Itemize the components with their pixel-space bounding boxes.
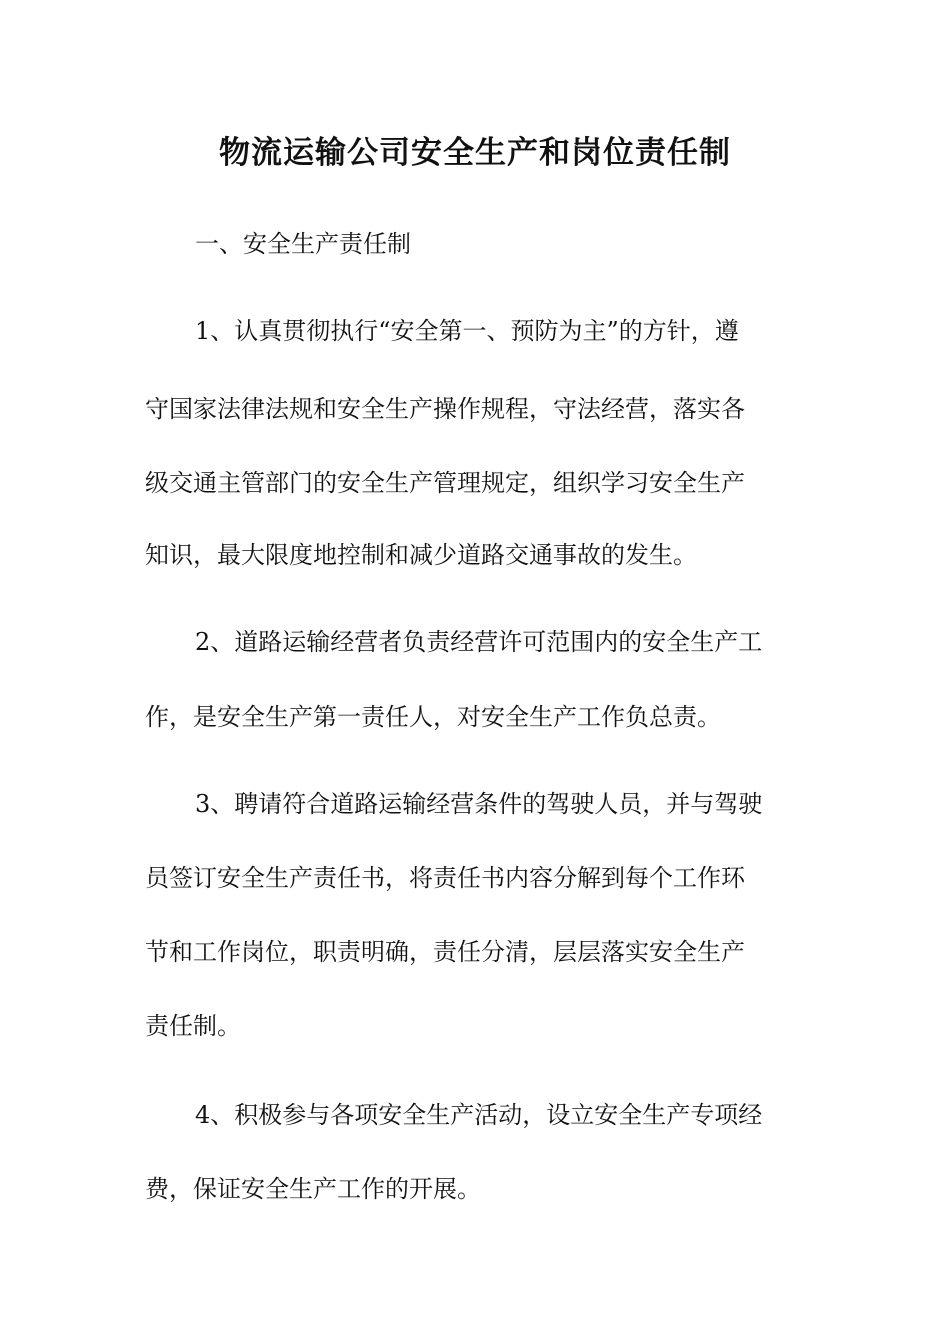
paragraph-2-line-2: 作，是安全生产第一责任人，对安全生产工作负总责。 bbox=[145, 703, 721, 731]
paragraph-3-line-4: 责任制。 bbox=[145, 1012, 241, 1040]
paragraph-4-line-2: 费，保证安全生产工作的开展。 bbox=[145, 1175, 481, 1203]
paragraph-1-line-1: 1、认真贯彻执行“安全第一、预防为主”的方针，遵 bbox=[195, 317, 739, 345]
paragraph-3-line-2: 员签订安全生产责任书，将责任书内容分解到每个工作环 bbox=[145, 864, 745, 892]
paragraph-3-line-3: 节和工作岗位，职责明确，责任分清，层层落实安全生产 bbox=[145, 938, 745, 966]
document-title: 物流运输公司安全生产和岗位责任制 bbox=[219, 135, 731, 171]
paragraph-3-line-1: 3、聘请符合道路运输经营条件的驾驶人员，并与驾驶 bbox=[195, 790, 763, 818]
paragraph-1-line-2: 守国家法律法规和安全生产操作规程，守法经营，落实各 bbox=[145, 395, 745, 423]
paragraph-2-line-1: 2、道路运输经营者负责经营许可范围内的安全生产工 bbox=[195, 628, 763, 656]
paragraph-1-line-4: 知识，最大限度地控制和减少道路交通事故的发生。 bbox=[145, 541, 697, 569]
section-heading: 一、安全生产责任制 bbox=[195, 230, 411, 258]
paragraph-4-line-1: 4、积极参与各项安全生产活动，设立安全生产专项经 bbox=[195, 1101, 763, 1129]
paragraph-1-line-3: 级交通主管部门的安全生产管理规定，组织学习安全生产 bbox=[145, 469, 745, 497]
